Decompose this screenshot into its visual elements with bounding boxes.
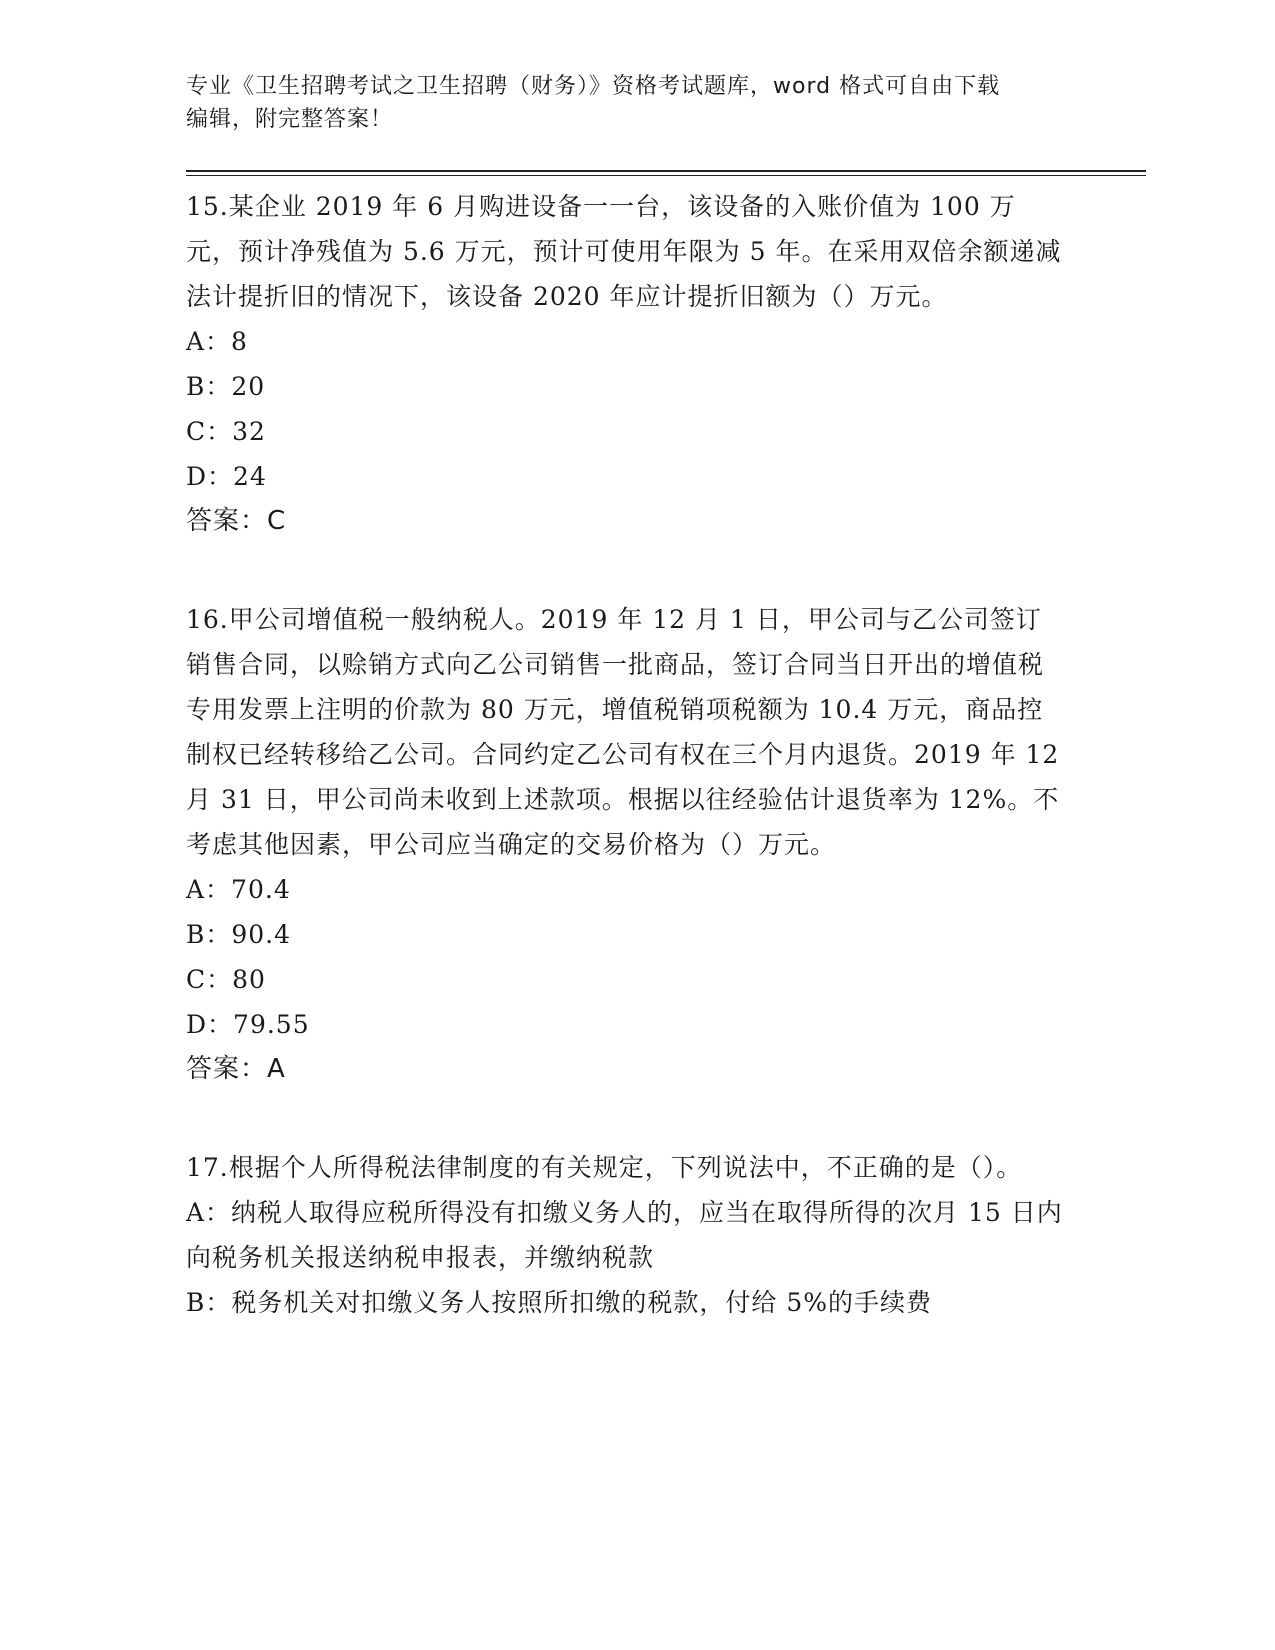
option-b: B：税务机关对扣缴义务人按照所扣缴的税款，付给 5%的手续费 [186,1288,932,1317]
spacer [186,1092,1146,1137]
option-b: B：90.4 [186,920,292,949]
option-a: A：70.4 [186,875,291,904]
header-line-1: 专业《卫生招聘考试之卫生招聘（财务）》资格考试题库，word 格式可自由下载 [186,74,1001,99]
question-16 [186,597,1146,1092]
question-text: 15.某企业 2019 年 6 月购进设备一一台，该设备的入账价值为 100 万元，预计净残值为 5.6 万元，预计可使用年限为 5 年。在采用双倍余额递减法计提折旧的情况下，该设备 2020 年应计提折旧额为（）万元。 [186,192,1062,311]
option-d: D：24 [186,462,267,491]
option-b: B：20 [186,372,266,401]
question-text: 17.根据个人所得税法律制度的有关规定，下列说法中，不正确的是（）。 [186,1153,1023,1182]
answer: 答案：C [186,506,287,536]
option-c: C：80 [186,965,266,994]
option-d: D：79.55 [186,1010,310,1039]
document-header [186,70,1146,136]
spacer [186,544,1146,589]
header-divider [186,170,1146,176]
option-a: A：8 [186,327,248,356]
question-text: 16.甲公司增值税一般纳税人。2019 年 12 月 1 日，甲公司与乙公司签订销售合同，以赊销方式向乙公司销售一批商品，签订合同当日开出的增值税专用发票上注明的价款为 80 万元，增值税销项税额为 10.4 万元，商品控制权已经转移给乙公司。合同约定乙公司有权在三个月内退货。2019 年 12 月 31 日，甲公司尚未收到上述款项。根据以往经验估计退货率为 12%。不考虑其他因素，甲公司应当确定的交易价格为（）万元。 [186,605,1060,859]
document-page [186,70,1146,1325]
answer: 答案：A [186,1054,286,1084]
question-17 [186,1145,1146,1325]
header-line-2: 编辑，附完整答案！ [186,107,394,132]
question-15 [186,184,1146,544]
option-a: A：纳税人取得应税所得没有扣缴义务人的，应当在取得所得的次月 15 日内向税务机关报送纳税申报表，并缴纳税款 [186,1198,1063,1272]
option-c: C：32 [186,417,266,446]
